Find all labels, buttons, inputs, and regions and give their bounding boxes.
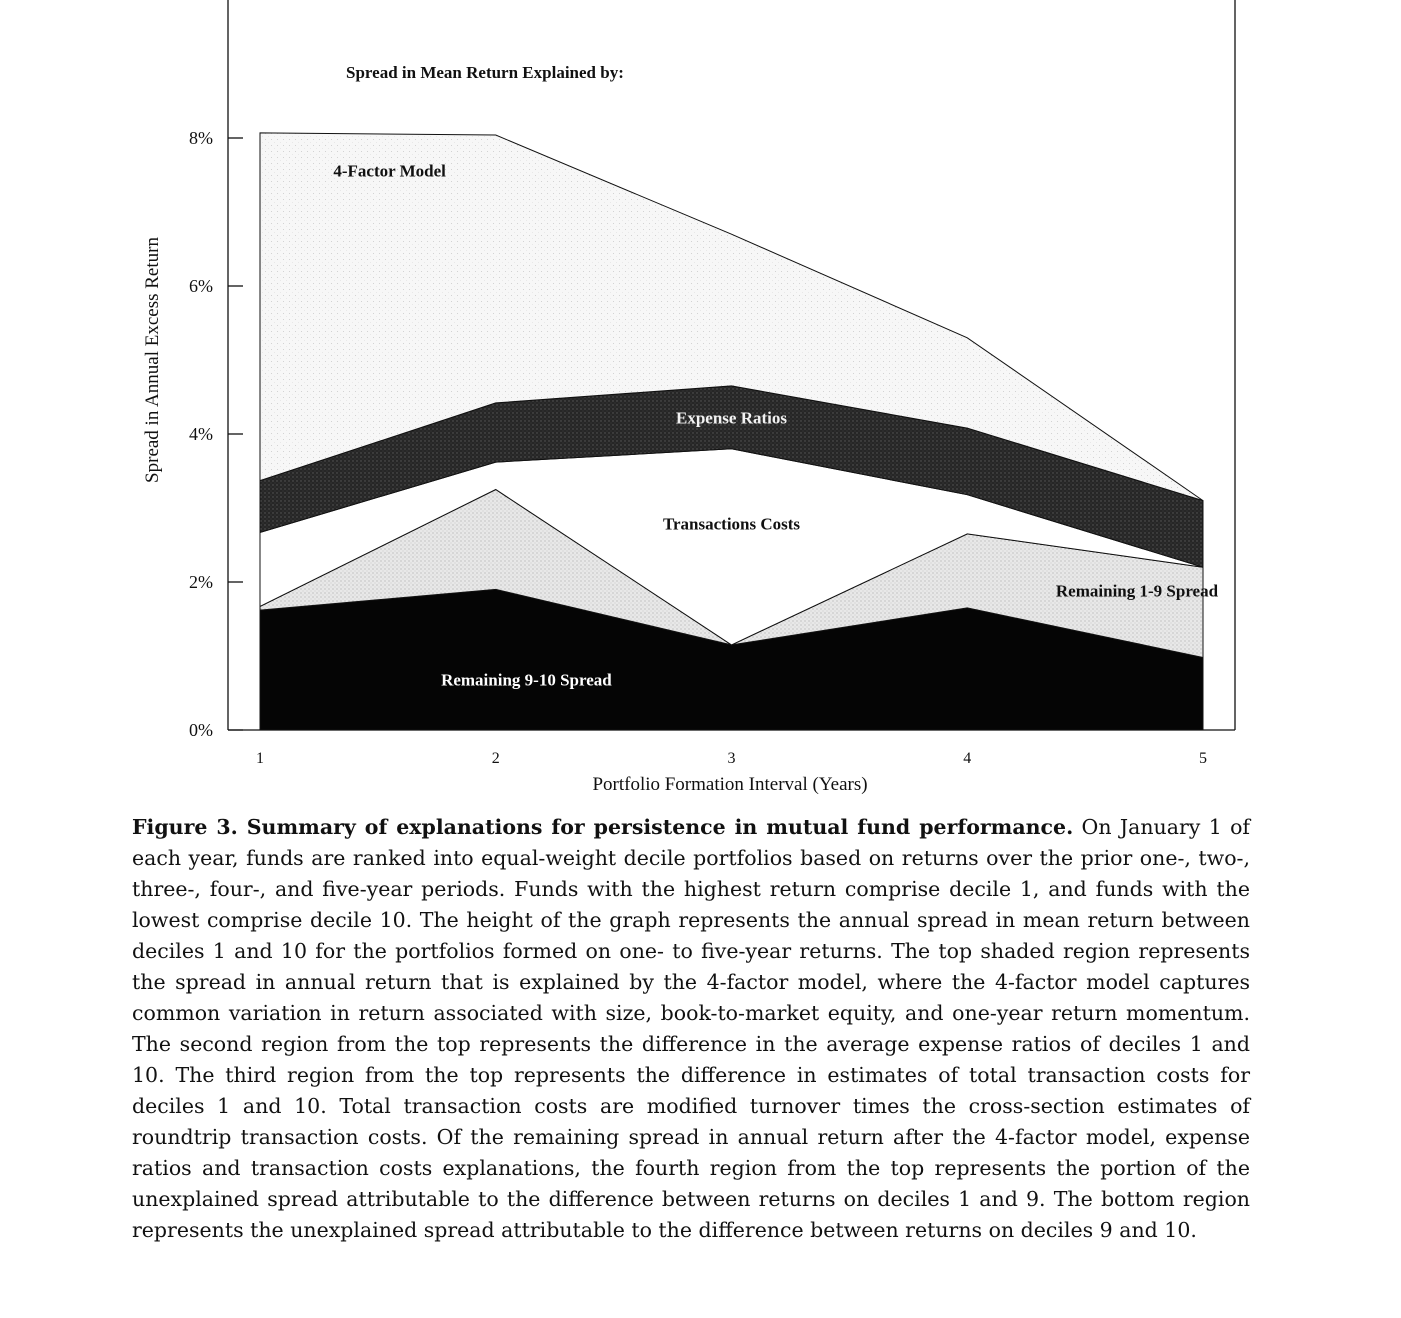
- label-transactions-costs: Transactions Costs: [662, 514, 801, 534]
- x-ticks: [256, 750, 1207, 767]
- y-tick-label: 2%: [189, 572, 213, 592]
- area-layers: [260, 133, 1203, 730]
- x-tick-label: 5: [1199, 750, 1207, 767]
- y-tick-label: 0%: [189, 720, 213, 740]
- y-tick-label: 6%: [189, 276, 213, 296]
- label-remaining-1-9-spread: Remaining 1-9 Spread: [1055, 581, 1219, 601]
- chart-title: Spread in Mean Return Explained by:: [346, 63, 624, 82]
- y-tick-label: 8%: [189, 128, 213, 148]
- y-axis-title: Spread in Annual Excess Return: [142, 237, 163, 483]
- label-expense-ratios: Expense Ratios: [676, 408, 787, 428]
- x-tick-label: 4: [963, 750, 972, 767]
- figure-caption: [132, 812, 1250, 1246]
- y-tick-label: 4%: [189, 424, 213, 444]
- x-tick-label: 3: [727, 750, 736, 767]
- label-4-factor-model: 4-Factor Model: [333, 161, 446, 181]
- y-ticks: [189, 128, 243, 740]
- x-tick-label: 2: [491, 750, 500, 767]
- x-axis-title: Portfolio Formation Interval (Years): [592, 774, 868, 795]
- label-remaining-9-10-spread: Remaining 9-10 Spread: [441, 670, 612, 690]
- caption-body: On January 1 of each year, funds are ranked into equal-weight decile portfolios based on returns over the prior one-, two-, three-, four-, and five-year periods. Funds with the highest return comprise decile 1, and funds with the lowest comprise decile 10. The height of the graph represents the annual spread in mean return between deciles 1 and 10 for the portfolios formed on one- to five-year returns. The top shaded region represents the spread in annual return that is explained by the 4-factor model, where the 4-factor model captures common variation in return associated with size, book-to-market equity, and one-year return momentum. The second region from the top represents the difference in the average expense ratios of deciles 1 and 10. The third region from the top represents the difference in estimates of total transaction costs for deciles 1 and 10. Total transaction costs are modified turnover times the cross-section estimates of roundtrip transaction costs. Of the remaining spread in annual return after the 4-factor model, expense ratios and transaction costs explanations, the fourth region from the top represents the portion of the unexplained spread attributable to the difference between returns on deciles 1 and 9. The bottom region represents the unexplained spread attributable to the difference between returns on deciles 9 and 10.: [132, 815, 1250, 1242]
- x-tick-label: 1: [256, 750, 264, 767]
- caption-heading: Figure 3. Summary of explanations for persistence in mutual fund performance.: [132, 815, 1074, 839]
